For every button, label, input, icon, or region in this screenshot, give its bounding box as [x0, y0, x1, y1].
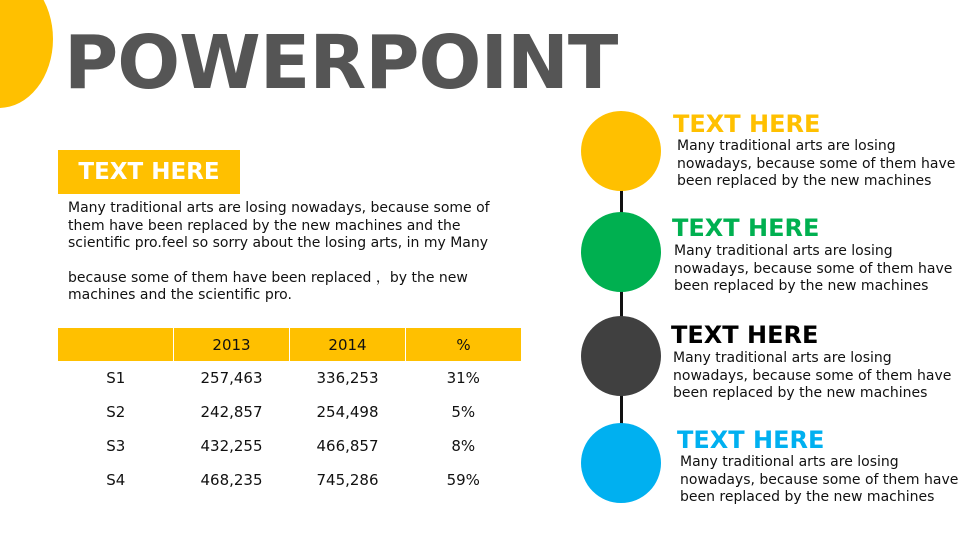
- decorative-circle: [0, 0, 53, 108]
- timeline-item-title-1: TEXT HERE: [673, 110, 821, 138]
- table-cell: 745,286: [316, 471, 379, 489]
- timeline-item-text-1: Many traditional arts are losing nowadays, because some of them have been replaced by the new machines: [677, 138, 956, 189]
- table-cell: S1: [106, 369, 126, 387]
- timeline-dot-2: [581, 212, 661, 292]
- section-label: TEXT HERE: [58, 150, 240, 194]
- timeline-item-text-3: Many traditional arts are losing nowadays, because some of them have been replaced by the new machines: [673, 350, 952, 401]
- body-paragraph-2: because some of them have been replaced ，by the new machines and the scientific pro.: [68, 269, 468, 303]
- timeline-dot-4: [581, 423, 661, 503]
- table-cell: 466,857: [316, 437, 379, 455]
- table-row: [58, 395, 521, 429]
- table-cell: S4: [106, 471, 126, 489]
- timeline-dot-3: [581, 316, 661, 396]
- data-table: [58, 328, 521, 497]
- timeline-dot-1: [581, 111, 661, 191]
- table-cell: 242,857: [200, 403, 263, 421]
- table-row: [58, 429, 521, 463]
- table-cell: 468,235: [200, 471, 263, 489]
- timeline-item-text-4: Many traditional arts are losing nowadays, because some of them have been replaced by the new machines: [680, 454, 959, 505]
- table-cell: 432,255: [200, 437, 263, 455]
- table-row: [58, 361, 521, 395]
- table-header-cell: [58, 328, 174, 361]
- table-header-row: [58, 328, 521, 361]
- body-paragraph-1: Many traditional arts are losing nowadays, because some of them have been replaced by the new machines and the scientific pro.feel so sorry about the losing arts, in my Many: [68, 200, 490, 251]
- table-cell: S2: [106, 403, 126, 421]
- table-cell: 5%: [451, 403, 476, 421]
- table-cell: 257,463: [200, 369, 263, 387]
- timeline-item-title-4: TEXT HERE: [677, 426, 825, 454]
- table-cell: 254,498: [316, 403, 379, 421]
- table-cell: 336,253: [316, 369, 379, 387]
- body-text: [68, 200, 508, 305]
- timeline-item-title-2: TEXT HERE: [672, 214, 820, 242]
- table-cell: 31%: [446, 369, 480, 387]
- timeline-item-text-2: Many traditional arts are losing nowadays, because some of them have been replaced by the new machines: [674, 243, 953, 294]
- page-title: POWERPOINT: [64, 20, 618, 106]
- timeline-item-title-3: TEXT HERE: [671, 321, 819, 349]
- table-row: [58, 463, 521, 497]
- table-header-cell: %: [406, 328, 522, 361]
- timeline-line: [620, 150, 623, 465]
- table-header-cell: 2014: [290, 328, 406, 361]
- table-cell: S3: [106, 437, 126, 455]
- table-cell: 59%: [446, 471, 480, 489]
- table-cell: 8%: [451, 437, 476, 455]
- table-header-cell: 2013: [174, 328, 290, 361]
